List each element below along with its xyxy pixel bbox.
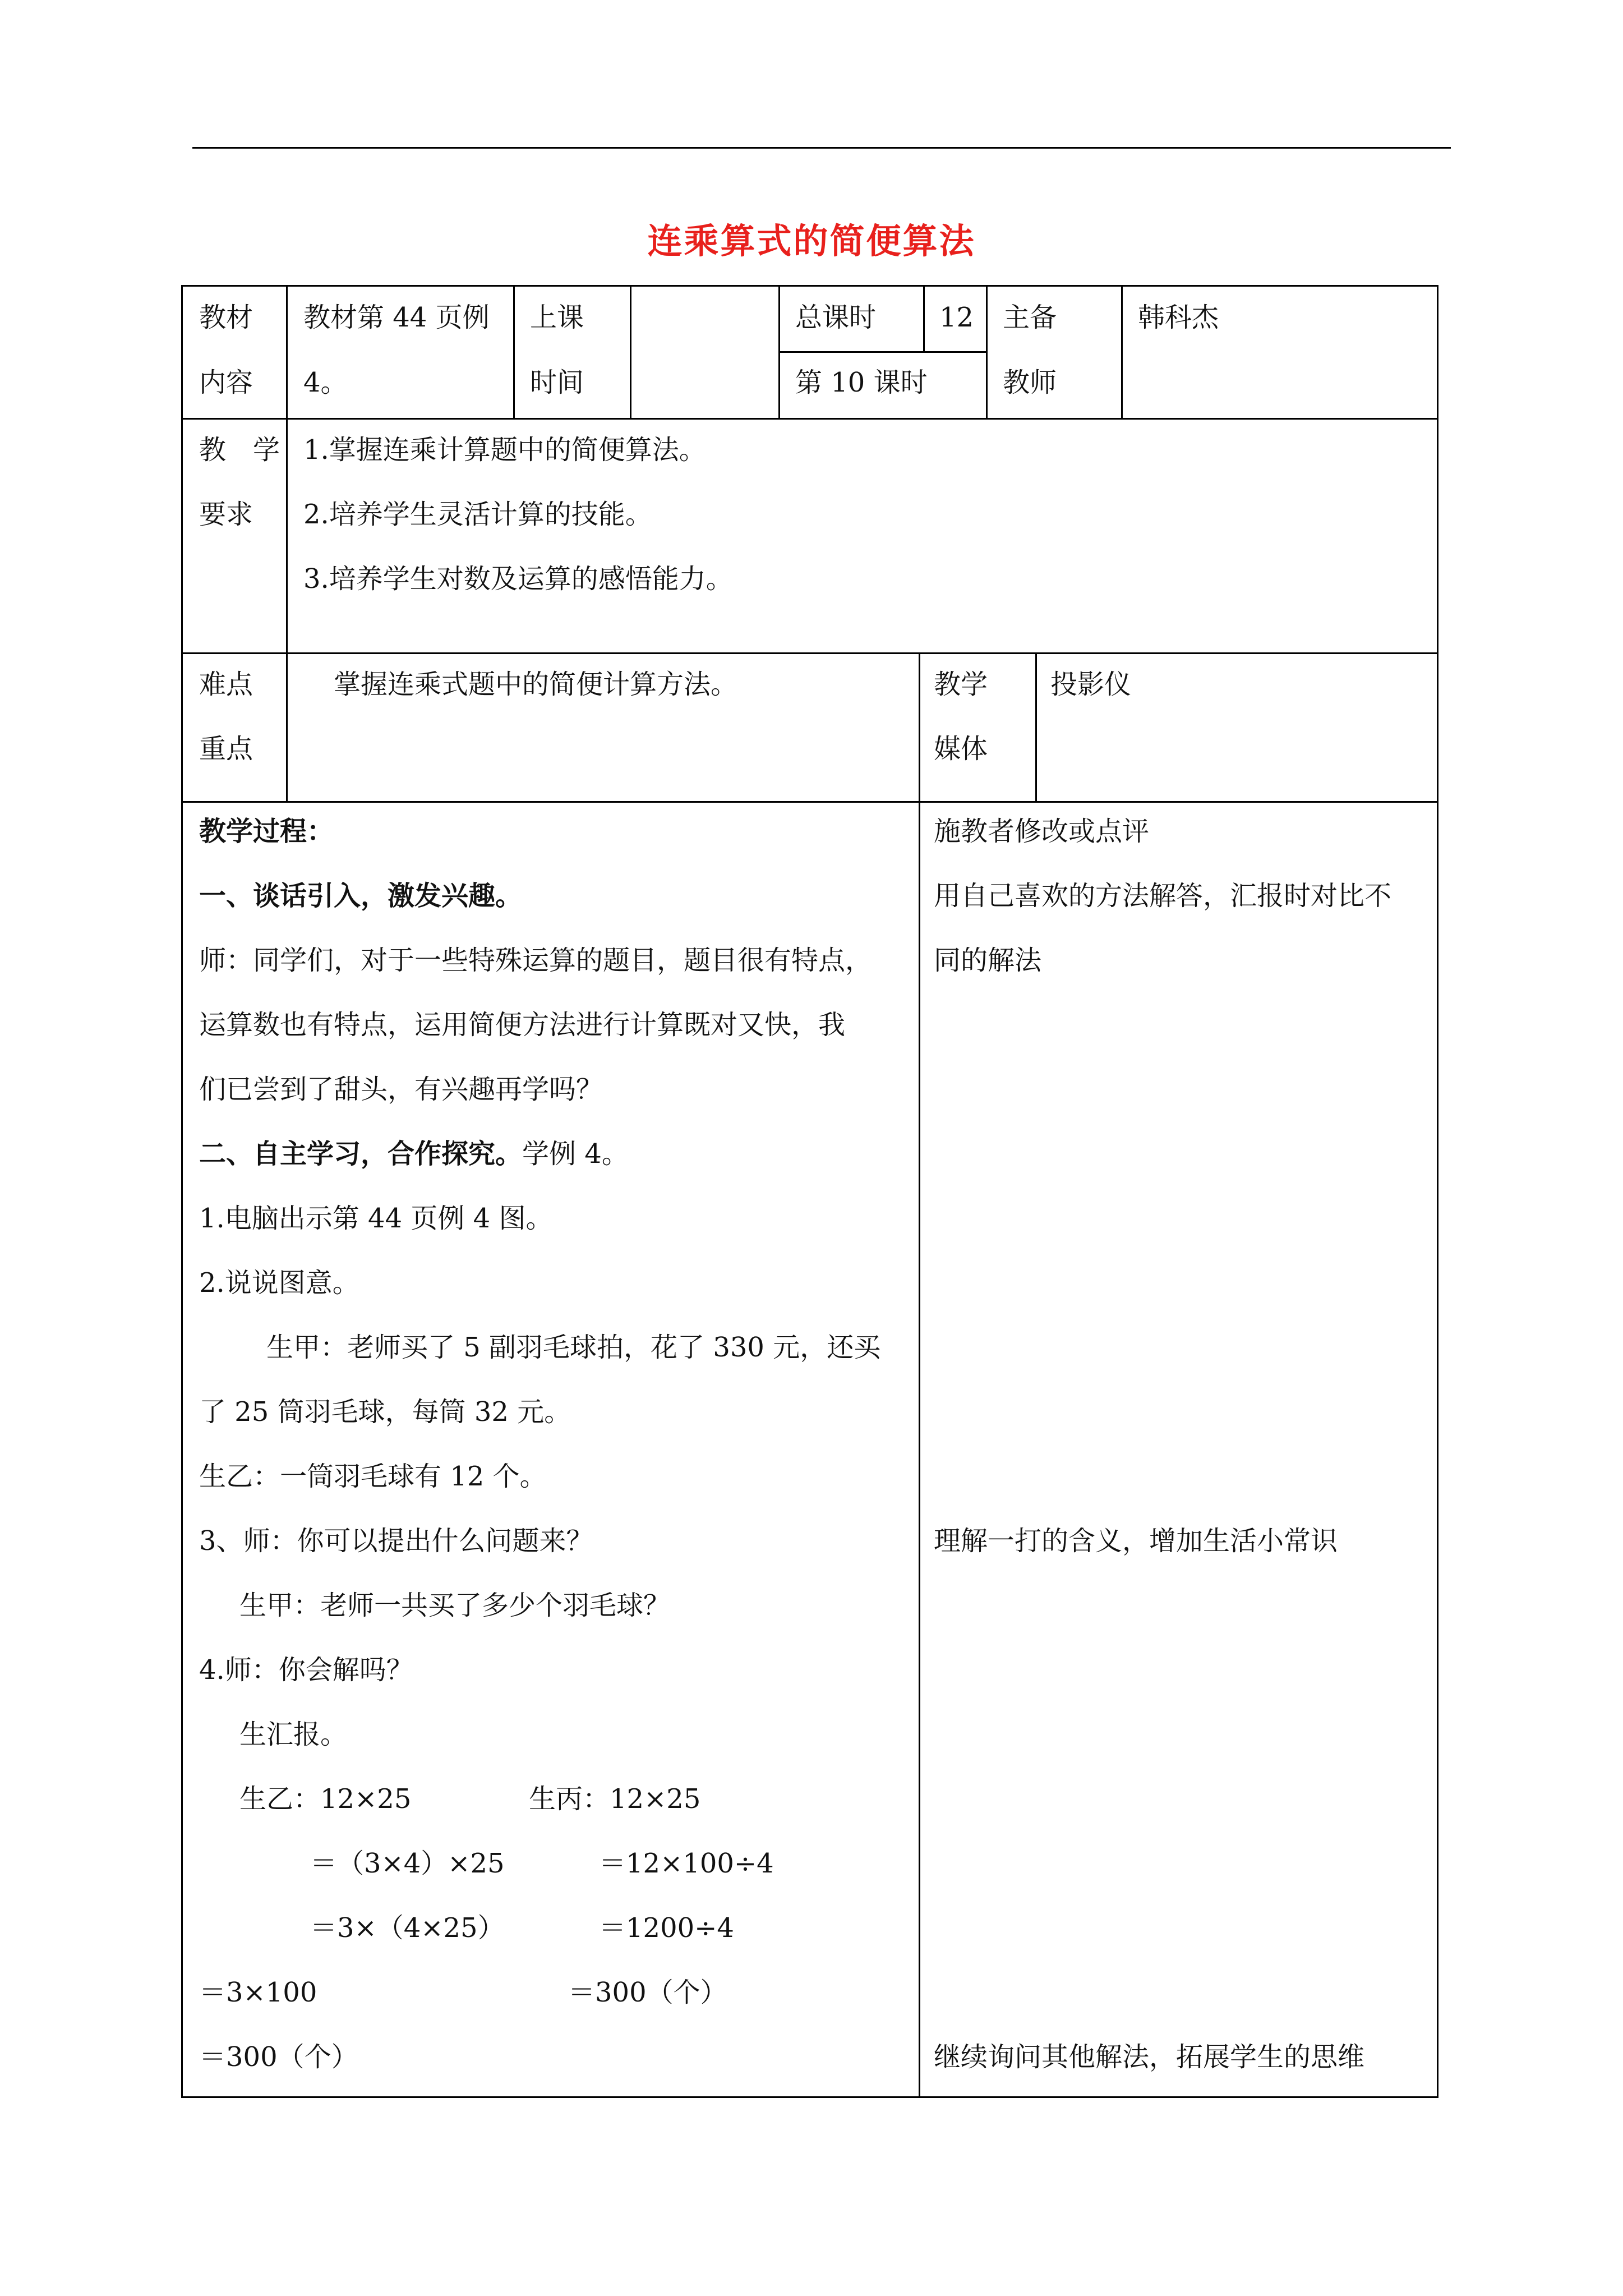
student-a-line-1: 生甲：老师买了 5 副羽毛球拍，花了 330 元，还买	[266, 1332, 881, 1363]
student-report: 生汇报。	[239, 1719, 348, 1750]
rule-after-keypoints	[181, 801, 1438, 803]
material-label-line2: 内容	[199, 367, 253, 398]
student-b: 生乙：一筒羽毛球有 12 个。	[199, 1461, 547, 1492]
lesson-number: 第 10 课时	[795, 367, 928, 398]
material-label-line1: 教材	[199, 302, 253, 333]
comment-1-line-1: 用自己喜欢的方法解答，汇报时对比不	[934, 880, 1392, 912]
rule-lesson-hours	[778, 351, 986, 353]
calc-b-line-2: ＝（3×4）×25	[310, 1848, 505, 1879]
intro-line-3: 们已尝到了甜头，有兴趣再学吗？	[199, 1074, 603, 1105]
process-section-2-title: 二、自主学习，合作探究。	[199, 1138, 523, 1170]
comment-3: 继续询问其他解法，拓展学生的思维	[934, 2041, 1365, 2073]
calc-b-line-5: ＝300（个）	[199, 2041, 358, 2073]
class-time-label-line1: 上课	[530, 302, 584, 333]
col-rule-info-3	[630, 285, 631, 418]
lead-teacher-label-line1: 主备	[1003, 302, 1057, 333]
intro-line-1: 师：同学们，对于一些特殊运算的题目，题目很有特点，	[199, 945, 873, 976]
student-a-line-2: 了 25 筒羽毛球，每筒 32 元。	[199, 1396, 571, 1428]
requirements-label-line2: 要求	[199, 499, 253, 530]
calc-c-line-1: 生丙：12×25	[529, 1783, 701, 1815]
requirement-item-2: 2.培养学生灵活计算的技能。	[303, 499, 652, 530]
col-rule-keypoints-1	[286, 652, 288, 801]
col-rule-keypoints-3	[1035, 652, 1037, 801]
header-rule	[192, 147, 1451, 149]
col-rule-requirements	[286, 418, 288, 652]
comments-heading: 施教者修改或点评	[934, 816, 1150, 847]
rule-after-info	[181, 418, 1438, 420]
col-rule-info-4	[778, 285, 780, 418]
col-rule-info-2	[513, 285, 515, 418]
calc-b-line-3: ＝3×（4×25）	[310, 1912, 505, 1944]
step-3: 3、师：你可以提出什么问题来？	[199, 1525, 593, 1557]
table-border-right	[1437, 285, 1438, 2098]
lead-teacher-value: 韩科杰	[1138, 302, 1219, 333]
table-border-top	[181, 285, 1438, 287]
lead-teacher-label-line2: 教师	[1003, 367, 1057, 398]
process-section-2-example: 学例 4。	[522, 1138, 629, 1170]
col-rule-info-6	[986, 285, 988, 418]
process-section-1: 一、谈话引入，激发兴趣。	[199, 880, 523, 912]
class-time-label-line2: 时间	[530, 367, 584, 398]
comment-2: 理解一打的含义，增加生活小常识	[934, 1525, 1338, 1557]
keypoints-label-line1: 难点	[199, 669, 253, 700]
calc-c-line-2: ＝12×100÷4	[599, 1848, 774, 1879]
material-value-line1: 教材第 44 页例	[303, 302, 490, 333]
media-label-line1: 教学	[934, 669, 988, 700]
col-rule-info-5	[923, 285, 925, 351]
media-value: 投影仪	[1050, 669, 1132, 700]
requirements-label-line1: 教 学	[199, 434, 280, 466]
process-heading: 教学过程：	[199, 816, 334, 847]
total-hours-value: 12	[939, 302, 974, 333]
col-rule-keypoints-2	[919, 652, 920, 801]
step-2: 2.说说图意。	[199, 1267, 359, 1299]
step-1: 1.电脑出示第 44 页例 4 图。	[199, 1203, 553, 1234]
rule-after-requirements	[181, 652, 1438, 654]
calc-c-line-3: ＝1200÷4	[599, 1912, 734, 1944]
step-4: 4.师：你会解吗？	[199, 1654, 413, 1686]
media-label-line2: 媒体	[934, 733, 988, 765]
calc-c-line-4: ＝300（个）	[568, 1977, 727, 2008]
total-hours-label: 总课时	[795, 302, 877, 333]
table-border-left	[181, 285, 183, 2098]
process-section-2	[199, 1138, 629, 1170]
intro-line-2: 运算数也有特点，运用简便方法进行计算既对又快，我	[199, 1009, 846, 1041]
calc-b-line-4: ＝3×100	[199, 1977, 317, 2008]
col-rule-info-7	[1121, 285, 1123, 418]
requirement-item-3: 3.培养学生对数及运算的感悟能力。	[303, 563, 733, 595]
table-border-bottom	[181, 2096, 1438, 2098]
col-rule-info-1	[286, 285, 288, 418]
lesson-plan-table	[181, 285, 1438, 2098]
page-title: 连乘算式的简便算法	[647, 220, 976, 261]
keypoints-value: 掌握连乘式题中的简便计算方法。	[334, 669, 738, 700]
student-a-question: 生甲：老师一共买了多少个羽毛球？	[239, 1590, 671, 1621]
requirement-item-1: 1.掌握连乘计算题中的简便算法。	[303, 434, 706, 466]
comment-1-line-2: 同的解法	[934, 945, 1042, 976]
calc-b-line-1: 生乙：12×25	[239, 1783, 412, 1815]
keypoints-label-line2: 重点	[199, 733, 253, 765]
material-value-line2: 4。	[303, 367, 348, 398]
col-rule-process	[919, 801, 920, 2098]
